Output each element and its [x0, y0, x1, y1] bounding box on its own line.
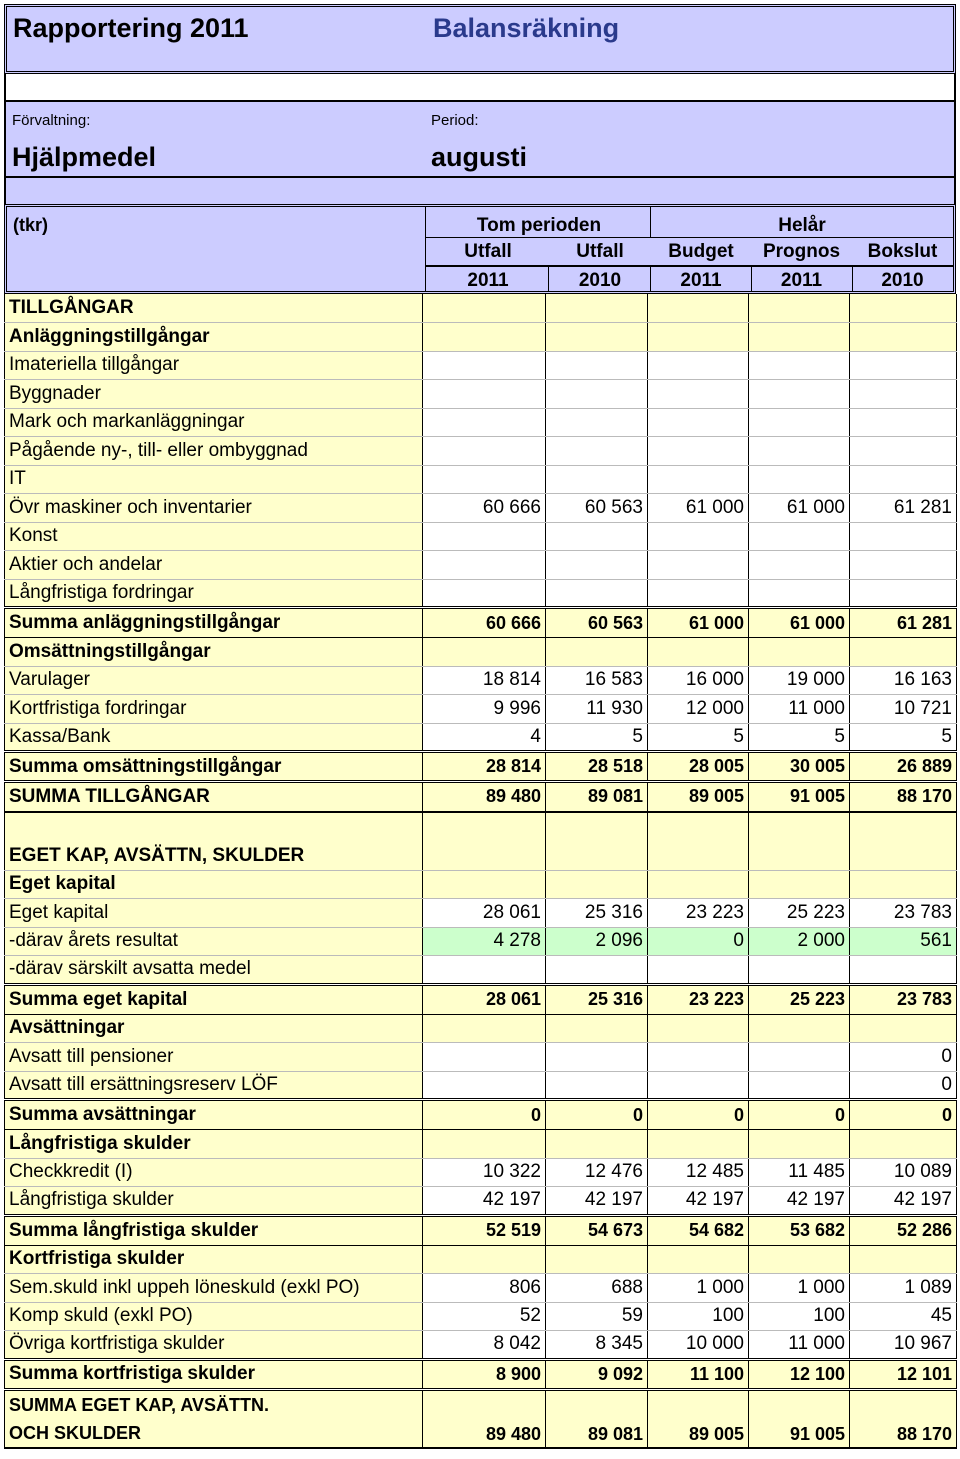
row-label: Summa eget kapital — [5, 984, 423, 1014]
cell-value — [546, 1245, 648, 1274]
spacer — [4, 178, 956, 204]
cell-value: 59 — [546, 1302, 648, 1331]
cell-value: 60 563 — [546, 494, 648, 523]
row-label: Imateriella tillgångar — [5, 351, 423, 380]
cell-value — [648, 551, 749, 580]
cell-value: 1 089 — [850, 1274, 957, 1303]
cell-value — [850, 465, 957, 494]
year-1: 2011 — [467, 270, 509, 291]
total-value: 88 170 — [850, 1389, 957, 1448]
cell-value — [546, 323, 648, 352]
cell-value: 42 197 — [546, 1187, 648, 1216]
cell-value: 89 480 — [423, 782, 546, 812]
cell-value: 0 — [850, 1100, 957, 1130]
cell-value — [648, 956, 749, 985]
cell-value: 8 900 — [423, 1359, 546, 1389]
row-label: Sem.skuld inkl uppeh löneskuld (exkl PO) — [5, 1274, 423, 1303]
cell-value: 8 345 — [546, 1331, 648, 1360]
row-label: -därav årets resultat — [5, 927, 423, 956]
cell-value — [546, 579, 648, 608]
cell-value — [749, 351, 850, 380]
header-prognos: Prognos — [762, 241, 841, 262]
cell-value — [648, 1014, 749, 1043]
cell-value — [850, 437, 957, 466]
row-label: Omsättningstillgångar — [5, 638, 423, 667]
cell-value — [648, 408, 749, 437]
cell-value: 16 000 — [648, 666, 749, 695]
cell-value: 100 — [648, 1302, 749, 1331]
row-label: Aktier och andelar — [5, 551, 423, 580]
cell-value: 61 281 — [850, 494, 957, 523]
cell-value — [749, 465, 850, 494]
total-value: 91 005 — [749, 1389, 850, 1448]
cell-value — [423, 294, 546, 323]
cell-value: 10 322 — [423, 1158, 546, 1187]
cell-value: 5 — [850, 723, 957, 752]
cell-value — [749, 638, 850, 667]
cell-value — [546, 812, 648, 842]
cell-value — [546, 1014, 648, 1043]
cell-value: 806 — [423, 1274, 546, 1303]
year-3: 2011 — [680, 270, 722, 291]
cell-value — [546, 380, 648, 409]
cell-value — [648, 522, 749, 551]
cell-value: 9 996 — [423, 695, 546, 724]
cell-value — [546, 522, 648, 551]
cell-value — [850, 1245, 957, 1274]
cell-value: 91 005 — [749, 782, 850, 812]
cell-value — [749, 522, 850, 551]
table-row — [5, 1014, 957, 1043]
table-row — [5, 1071, 957, 1100]
cell-value: 25 316 — [546, 984, 648, 1014]
row-label: Summa kortfristiga skulder — [5, 1359, 423, 1389]
cell-value — [546, 294, 648, 323]
row-label: Kortfristiga skulder — [5, 1245, 423, 1274]
table-row — [5, 551, 957, 580]
table-row — [5, 870, 957, 899]
cell-value: 61 281 — [850, 608, 957, 638]
cell-value — [546, 1043, 648, 1072]
table-row — [5, 1245, 957, 1274]
cell-value: 9 092 — [546, 1359, 648, 1389]
row-label — [5, 812, 423, 842]
table-row — [5, 927, 957, 956]
cell-value — [749, 1130, 850, 1159]
cell-value — [546, 956, 648, 985]
cell-value — [749, 1014, 850, 1043]
row-label: Övriga kortfristiga skulder — [5, 1331, 423, 1360]
cell-value: 0 — [648, 1100, 749, 1130]
cell-value — [546, 1130, 648, 1159]
cell-value: 89 081 — [546, 782, 648, 812]
cell-value: 54 673 — [546, 1215, 648, 1245]
cell-value — [850, 1014, 957, 1043]
cell-value: 12 485 — [648, 1158, 749, 1187]
header-bokslut: Bokslut — [867, 241, 938, 262]
cell-value: 53 682 — [749, 1215, 850, 1245]
cell-value: 16 163 — [850, 666, 957, 695]
table-row — [5, 522, 957, 551]
cell-value — [648, 812, 749, 842]
cell-value: 61 000 — [648, 494, 749, 523]
cell-value — [648, 351, 749, 380]
row-label: EGET KAP, AVSÄTTN, SKULDER — [5, 842, 423, 871]
header-budget: Budget — [668, 241, 734, 262]
cell-value: 0 — [850, 1043, 957, 1072]
period-label: Period: — [431, 112, 479, 129]
cell-value: 11 000 — [749, 695, 850, 724]
table-row — [5, 294, 957, 323]
cell-value — [850, 408, 957, 437]
cell-value: 0 — [850, 1071, 957, 1100]
cell-value — [850, 351, 957, 380]
row-label: Kortfristiga fordringar — [5, 695, 423, 724]
cell-value: 0 — [546, 1100, 648, 1130]
row-label: Komp skuld (exkl PO) — [5, 1302, 423, 1331]
table-row — [5, 723, 957, 752]
cell-value: 18 814 — [423, 666, 546, 695]
group-tom-perioden: Tom perioden — [476, 215, 602, 236]
cell-value: 4 — [423, 723, 546, 752]
cell-value: 28 814 — [423, 752, 546, 782]
total-value: 89 480 — [423, 1389, 546, 1448]
table-row — [5, 437, 957, 466]
cell-value — [423, 465, 546, 494]
table-row — [5, 380, 957, 409]
cell-value — [850, 380, 957, 409]
cell-value: 25 223 — [749, 899, 850, 928]
cell-value: 12 100 — [749, 1359, 850, 1389]
table-row — [5, 408, 957, 437]
forvaltning-value: Hjälpmedel — [12, 142, 157, 172]
summary-row — [5, 1100, 957, 1130]
cell-value: 28 061 — [423, 984, 546, 1014]
cell-value — [423, 351, 546, 380]
table-row — [5, 956, 957, 985]
row-label: Mark och markanläggningar — [5, 408, 423, 437]
cell-value — [423, 408, 546, 437]
table-row — [5, 1274, 957, 1303]
cell-value: 10 000 — [648, 1331, 749, 1360]
cell-value: 54 682 — [648, 1215, 749, 1245]
cell-value — [546, 1071, 648, 1100]
table-row — [5, 812, 957, 842]
cell-value: 0 — [423, 1100, 546, 1130]
cell-value — [423, 1014, 546, 1043]
cell-value: 8 042 — [423, 1331, 546, 1360]
cell-value — [546, 870, 648, 899]
report-title: Rapportering 2011 — [13, 13, 249, 43]
row-label: Summa anläggningstillgångar — [5, 608, 423, 638]
row-label: Långfristiga skulder — [5, 1130, 423, 1159]
cell-value: 16 583 — [546, 666, 648, 695]
cell-value: 5 — [648, 723, 749, 752]
report-title-bar — [4, 4, 956, 74]
row-label: Avsättningar — [5, 1014, 423, 1043]
total-label-line1: SUMMA EGET KAP, AVSÄTTN. — [9, 1394, 270, 1415]
summary-row — [5, 984, 957, 1014]
cell-value: 28 061 — [423, 899, 546, 928]
cell-value — [850, 842, 957, 871]
row-label: Eget kapital — [5, 899, 423, 928]
cell-value — [546, 638, 648, 667]
cell-value — [749, 870, 850, 899]
cell-value: 23 783 — [850, 984, 957, 1014]
table-row — [5, 465, 957, 494]
cell-value — [546, 465, 648, 494]
cell-value: 561 — [850, 927, 957, 956]
cell-value — [749, 812, 850, 842]
cell-value: 0 — [749, 1100, 850, 1130]
cell-value: 10 967 — [850, 1331, 957, 1360]
row-label: Anläggningstillgångar — [5, 323, 423, 352]
cell-value — [648, 1245, 749, 1274]
total-value: 89 081 — [546, 1389, 648, 1448]
report-meta — [4, 100, 956, 178]
row-label: Övr maskiner och inventarier — [5, 494, 423, 523]
cell-value — [423, 638, 546, 667]
cell-value — [749, 380, 850, 409]
row-label: Eget kapital — [5, 870, 423, 899]
table-row — [5, 1043, 957, 1072]
row-label: Avsatt till ersättningsreserv LÖF — [5, 1071, 423, 1100]
cell-value — [423, 380, 546, 409]
cell-value — [546, 437, 648, 466]
cell-value — [648, 323, 749, 352]
total-value: 89 005 — [648, 1389, 749, 1448]
cell-value — [648, 1130, 749, 1159]
cell-value — [850, 956, 957, 985]
row-label: Summa avsättningar — [5, 1100, 423, 1130]
row-label: Kassa/Bank — [5, 723, 423, 752]
row-label: Avsatt till pensioner — [5, 1043, 423, 1072]
cell-value — [648, 1043, 749, 1072]
table-row — [5, 1331, 957, 1360]
summary-row — [5, 608, 957, 638]
cell-value — [648, 465, 749, 494]
table-row — [5, 323, 957, 352]
cell-value: 688 — [546, 1274, 648, 1303]
spacer — [4, 74, 956, 100]
cell-value: 52 — [423, 1302, 546, 1331]
row-label: Summa omsättningstillgångar — [5, 752, 423, 782]
cell-value — [423, 522, 546, 551]
cell-value: 11 100 — [648, 1359, 749, 1389]
summary-row — [5, 752, 957, 782]
row-label: IT — [5, 465, 423, 494]
cell-value — [546, 551, 648, 580]
cell-value: 12 000 — [648, 695, 749, 724]
cell-value — [648, 870, 749, 899]
cell-value — [648, 294, 749, 323]
cell-value — [423, 1043, 546, 1072]
cell-value — [546, 842, 648, 871]
cell-value: 1 000 — [648, 1274, 749, 1303]
cell-value: 61 000 — [648, 608, 749, 638]
period-value: augusti — [431, 142, 528, 172]
cell-value — [648, 380, 749, 409]
cell-value: 100 — [749, 1302, 850, 1331]
cell-value: 0 — [648, 927, 749, 956]
cell-value: 42 197 — [850, 1187, 957, 1216]
cell-value: 60 666 — [423, 494, 546, 523]
cell-value: 23 223 — [648, 984, 749, 1014]
table-row — [5, 494, 957, 523]
cell-value: 60 563 — [546, 608, 648, 638]
summary-row — [5, 1215, 957, 1245]
table-row — [5, 638, 957, 667]
cell-value — [850, 294, 957, 323]
summary-row — [5, 782, 957, 812]
cell-value — [850, 579, 957, 608]
year-2: 2010 — [578, 270, 622, 291]
cell-value — [423, 551, 546, 580]
cell-value: 61 000 — [749, 494, 850, 523]
table-row — [5, 695, 957, 724]
cell-value: 11 485 — [749, 1158, 850, 1187]
cell-value — [850, 870, 957, 899]
cell-value — [648, 579, 749, 608]
cell-value — [749, 551, 850, 580]
row-label: TILLGÅNGAR — [5, 294, 423, 323]
table-row — [5, 842, 957, 871]
cell-value: 23 783 — [850, 899, 957, 928]
column-header — [4, 204, 956, 294]
cell-value — [850, 1130, 957, 1159]
header-utfall-1: Utfall — [464, 241, 512, 262]
cell-value — [423, 842, 546, 871]
cell-value — [749, 1043, 850, 1072]
cell-value: 25 223 — [749, 984, 850, 1014]
cell-value: 10 089 — [850, 1158, 957, 1187]
year-5: 2010 — [881, 270, 924, 291]
total-label-line2: OCH SKULDER — [9, 1422, 142, 1443]
cell-value — [749, 323, 850, 352]
cell-value — [749, 579, 850, 608]
cell-value: 12 101 — [850, 1359, 957, 1389]
cell-value: 89 005 — [648, 782, 749, 812]
cell-value — [423, 870, 546, 899]
cell-value: 52 286 — [850, 1215, 957, 1245]
row-label: Långfristiga skulder — [5, 1187, 423, 1216]
cell-value — [423, 956, 546, 985]
row-label: Byggnader — [5, 380, 423, 409]
cell-value — [648, 638, 749, 667]
cell-value — [423, 437, 546, 466]
cell-value: 2 000 — [749, 927, 850, 956]
cell-value: 2 096 — [546, 927, 648, 956]
header-utfall-2: Utfall — [576, 241, 624, 262]
cell-value: 28 005 — [648, 752, 749, 782]
row-label: Summa långfristiga skulder — [5, 1215, 423, 1245]
cell-value — [749, 956, 850, 985]
cell-value — [850, 522, 957, 551]
cell-value — [423, 1245, 546, 1274]
table-row — [5, 351, 957, 380]
row-label: Pågående ny-, till- eller ombyggnad — [5, 437, 423, 466]
cell-value — [850, 812, 957, 842]
cell-value — [423, 812, 546, 842]
year-4: 2011 — [780, 270, 823, 291]
cell-value — [423, 323, 546, 352]
row-label: -därav särskilt avsatta medel — [5, 956, 423, 985]
cell-value: 61 000 — [749, 608, 850, 638]
forvaltning-label: Förvaltning: — [12, 112, 91, 129]
cell-value — [423, 1071, 546, 1100]
table-row — [5, 579, 957, 608]
cell-value: 42 197 — [423, 1187, 546, 1216]
cell-value — [423, 1130, 546, 1159]
cell-value — [749, 437, 850, 466]
cell-value — [648, 842, 749, 871]
cell-value — [423, 579, 546, 608]
report-subtitle: Balansräkning — [433, 13, 620, 43]
summary-row — [5, 1359, 957, 1389]
row-label: Konst — [5, 522, 423, 551]
row-label: Varulager — [5, 666, 423, 695]
row-label: Långfristiga fordringar — [5, 579, 423, 608]
cell-value — [749, 1245, 850, 1274]
unit-label: (tkr) — [13, 215, 48, 235]
cell-value: 26 889 — [850, 752, 957, 782]
cell-value: 30 005 — [749, 752, 850, 782]
cell-value: 52 519 — [423, 1215, 546, 1245]
cell-value: 4 278 — [423, 927, 546, 956]
row-label: Checkkredit (I) — [5, 1158, 423, 1187]
cell-value — [749, 294, 850, 323]
cell-value — [850, 638, 957, 667]
table-row — [5, 1302, 957, 1331]
cell-value: 5 — [546, 723, 648, 752]
table-row — [5, 1187, 957, 1216]
cell-value: 28 518 — [546, 752, 648, 782]
table-row — [5, 1130, 957, 1159]
cell-value — [850, 551, 957, 580]
cell-value: 25 316 — [546, 899, 648, 928]
group-helar: Helår — [778, 215, 826, 236]
cell-value — [749, 1071, 850, 1100]
table-row — [5, 666, 957, 695]
cell-value: 5 — [749, 723, 850, 752]
cell-value — [749, 408, 850, 437]
cell-value: 1 000 — [749, 1274, 850, 1303]
total-row — [5, 1389, 957, 1448]
cell-value: 45 — [850, 1302, 957, 1331]
cell-value: 10 721 — [850, 695, 957, 724]
cell-value: 12 476 — [546, 1158, 648, 1187]
cell-value — [749, 842, 850, 871]
cell-value — [546, 351, 648, 380]
balance-table — [4, 294, 957, 1449]
cell-value: 23 223 — [648, 899, 749, 928]
cell-value: 19 000 — [749, 666, 850, 695]
cell-value — [648, 1071, 749, 1100]
cell-value — [648, 437, 749, 466]
cell-value: 11 930 — [546, 695, 648, 724]
table-row — [5, 1158, 957, 1187]
table-row — [5, 899, 957, 928]
row-label: SUMMA TILLGÅNGAR — [5, 782, 423, 812]
cell-value: 42 197 — [648, 1187, 749, 1216]
cell-value — [850, 323, 957, 352]
cell-value: 60 666 — [423, 608, 546, 638]
cell-value: 11 000 — [749, 1331, 850, 1360]
cell-value — [546, 408, 648, 437]
cell-value: 42 197 — [749, 1187, 850, 1216]
cell-value: 88 170 — [850, 782, 957, 812]
